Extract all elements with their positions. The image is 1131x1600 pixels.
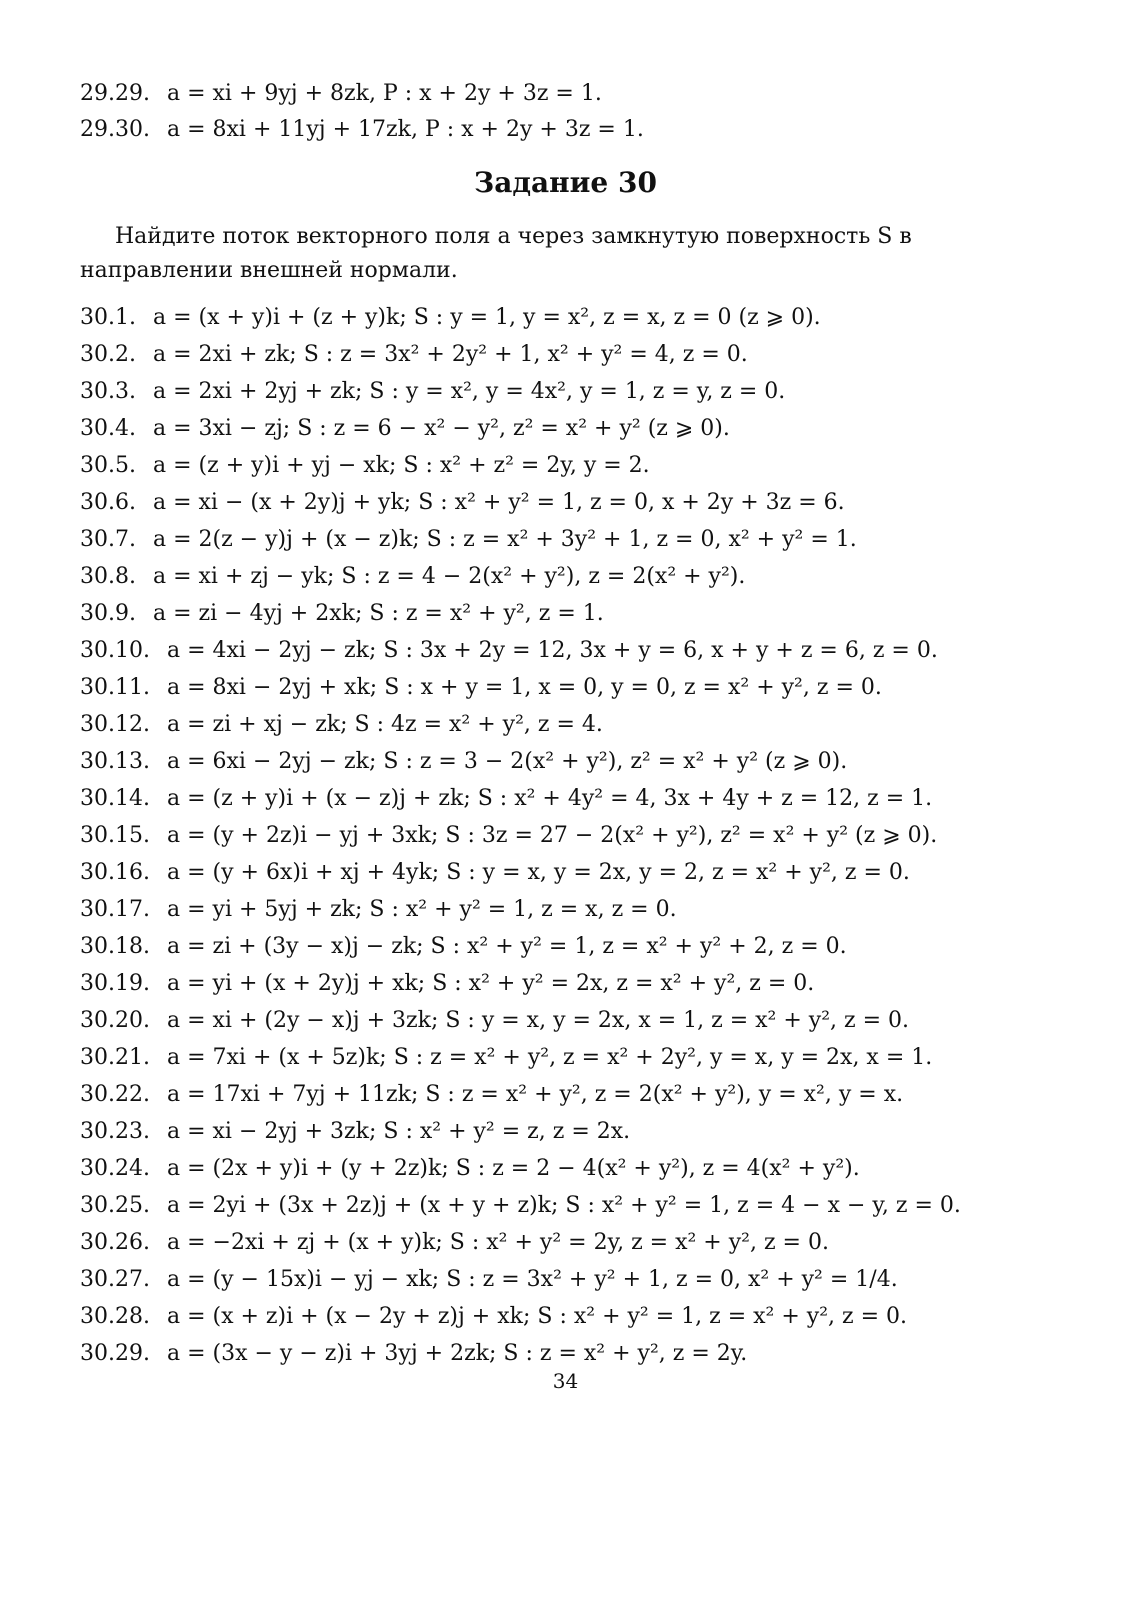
problem-line	[80, 748, 1060, 776]
problem-number: 30.14.	[80, 786, 150, 811]
problem-equation: a = (y + 2z)i − yj + 3xk; S : 3z = 27 − 2(x² + y²), z² = x² + y² (z ⩾ 0).	[166, 823, 938, 848]
intro-line-1: Найдите поток векторного поля a через замкнутую поверхность S в	[115, 224, 912, 249]
problem-equation: a = (y − 15x)i − yj − xk; S : z = 3x² + y² + 1, z = 0, x² + y² = 1/4.	[166, 1267, 898, 1292]
problem-number: 30.7.	[80, 527, 136, 552]
problem-equation: a = (x + z)i + (x − 2y + z)j + xk; S : x² + y² = 1, z = x² + y², z = 0.	[166, 1304, 908, 1329]
problem-number: 30.26.	[80, 1230, 150, 1255]
problem-equation: a = 2xi + zk; S : z = 3x² + 2y² + 1, x² + y² = 4, z = 0.	[152, 342, 748, 367]
problem-equation: a = 3xi − zj; S : z = 6 − x² − y², z² = x² + y² (z ⩾ 0).	[152, 416, 730, 441]
problem-equation: a = xi + zj − yk; S : z = 4 − 2(x² + y²), z = 2(x² + y²).	[152, 564, 746, 589]
problem-line	[80, 1081, 1060, 1109]
problem-line	[80, 674, 1060, 702]
problem-line	[80, 415, 1060, 443]
problem-equation: a = yi + (x + 2y)j + xk; S : x² + y² = 2x, z = x² + y², z = 0.	[166, 971, 815, 996]
intro-line-2: направлении внешней нормали.	[80, 258, 458, 283]
problem-line	[80, 526, 1060, 554]
problem-equation: a = 2yi + (3x + 2z)j + (x + y + z)k; S : x² + y² = 1, z = 4 − x − y, z = 0.	[166, 1193, 961, 1218]
page-number: 34	[552, 1369, 579, 1393]
problem-equation: a = 8xi + 11yj + 17zk, P : x + 2y + 3z = 1.	[166, 117, 644, 142]
problem-line	[80, 341, 1060, 369]
problem-line	[80, 452, 1060, 480]
problem-number: 30.2.	[80, 342, 136, 367]
problem-equation: a = xi + 9yj + 8zk, P : x + 2y + 3z = 1.	[166, 81, 602, 106]
problem-number: 30.15.	[80, 823, 150, 848]
problem-number: 30.12.	[80, 712, 150, 737]
problem-equation: a = 2(z − y)j + (x − z)k; S : z = x² + 3y² + 1, z = 0, x² + y² = 1.	[152, 527, 857, 552]
problem-number: 30.19.	[80, 971, 150, 996]
problem-equation: a = 2xi + 2yj + zk; S : y = x², y = 4x², y = 1, z = y, z = 0.	[152, 379, 786, 404]
problem-line	[80, 378, 1060, 406]
problem-equation: a = (z + y)i + yj − xk; S : x² + z² = 2y, y = 2.	[152, 453, 650, 478]
problem-number: 30.23.	[80, 1119, 150, 1144]
problem-number: 30.5.	[80, 453, 136, 478]
problem-equation: a = −2xi + zj + (x + y)k; S : x² + y² = 2y, z = x² + y², z = 0.	[166, 1230, 829, 1255]
problem-number: 30.11.	[80, 675, 150, 700]
problem-number: 30.3.	[80, 379, 136, 404]
problem-equation: a = zi − 4yj + 2xk; S : z = x² + y², z = 1.	[152, 601, 604, 626]
problem-equation: a = zi + xj − zk; S : 4z = x² + y², z = 4.	[166, 712, 603, 737]
problem-line	[80, 785, 1060, 813]
problem-equation: a = xi − (x + 2y)j + yk; S : x² + y² = 1, z = 0, x + 2y + 3z = 6.	[152, 490, 845, 515]
problem-number: 30.22.	[80, 1082, 150, 1107]
problem-line	[80, 1155, 1060, 1183]
problem-equation: a = 8xi − 2yj + xk; S : x + y = 1, x = 0, y = 0, z = x² + y², z = 0.	[166, 675, 882, 700]
problem-line	[80, 933, 1060, 961]
problem-line	[80, 637, 1060, 665]
problem-number: 30.16.	[80, 860, 150, 885]
problem-line	[80, 1266, 1060, 1294]
problem-number: 30.28.	[80, 1304, 150, 1329]
problem-number: 30.29.	[80, 1341, 150, 1366]
problem-equation: a = (2x + y)i + (y + 2z)k; S : z = 2 − 4(x² + y²), z = 4(x² + y²).	[166, 1156, 860, 1181]
problem-number: 30.27.	[80, 1267, 150, 1292]
problem-line	[80, 1303, 1060, 1331]
problem-equation: a = 4xi − 2yj − zk; S : 3x + 2y = 12, 3x + y = 6, x + y + z = 6, z = 0.	[166, 638, 938, 663]
problem-equation: a = yi + 5yj + zk; S : x² + y² = 1, z = x, z = 0.	[166, 897, 677, 922]
section-title: Задание 30	[474, 166, 657, 199]
problem-line	[80, 822, 1060, 850]
problem-line	[80, 116, 1060, 144]
problem-line	[80, 489, 1060, 517]
problem-line	[80, 859, 1060, 887]
problem-equation: a = (y + 6x)i + xj + 4yk; S : y = x, y = 2x, y = 2, z = x² + y², z = 0.	[166, 860, 910, 885]
problem-number: 30.17.	[80, 897, 150, 922]
problem-equation: a = 7xi + (x + 5z)k; S : z = x² + y², z = x² + 2y², y = x, y = 2x, x = 1.	[166, 1045, 933, 1070]
problem-equation: a = (x + y)i + (z + y)k; S : y = 1, y = x², z = x, z = 0 (z ⩾ 0).	[152, 305, 821, 330]
problem-line	[80, 1192, 1060, 1220]
problem-number: 30.18.	[80, 934, 150, 959]
problem-equation: a = 17xi + 7yj + 11zk; S : z = x² + y², z = 2(x² + y²), y = x², y = x.	[166, 1082, 904, 1107]
problem-number: 29.30.	[80, 117, 150, 142]
problem-equation: a = (3x − y − z)i + 3yj + 2zk; S : z = x² + y², z = 2y.	[166, 1341, 748, 1366]
problem-line	[80, 563, 1060, 591]
task-intro	[80, 220, 980, 288]
problem-number: 30.20.	[80, 1008, 150, 1033]
problem-number: 30.4.	[80, 416, 136, 441]
problem-equation: a = zi + (3y − x)j − zk; S : x² + y² = 1, z = x² + y² + 2, z = 0.	[166, 934, 847, 959]
problem-line	[80, 80, 1060, 108]
problem-number: 30.24.	[80, 1156, 150, 1181]
problem-line	[80, 970, 1060, 998]
problem-equation: a = xi + (2y − x)j + 3zk; S : y = x, y = 2x, x = 1, z = x² + y², z = 0.	[166, 1008, 910, 1033]
problem-line	[80, 1118, 1060, 1146]
problem-equation: a = xi − 2yj + 3zk; S : x² + y² = z, z = 2x.	[166, 1119, 631, 1144]
problem-line	[80, 711, 1060, 739]
problem-number: 30.8.	[80, 564, 136, 589]
problem-number: 30.21.	[80, 1045, 150, 1070]
problem-number: 30.6.	[80, 490, 136, 515]
problem-line	[80, 1044, 1060, 1072]
problem-line	[80, 1340, 1060, 1368]
problem-number: 30.13.	[80, 749, 150, 774]
problem-number: 29.29.	[80, 81, 150, 106]
problem-number: 30.1.	[80, 305, 136, 330]
problem-number: 30.10.	[80, 638, 150, 663]
problem-line	[80, 600, 1060, 628]
problem-line	[80, 1007, 1060, 1035]
problem-equation: a = 6xi − 2yj − zk; S : z = 3 − 2(x² + y²), z² = x² + y² (z ⩾ 0).	[166, 749, 848, 774]
problem-equation: a = (z + y)i + (x − z)j + zk; S : x² + 4y² = 4, 3x + 4y + z = 12, z = 1.	[166, 786, 933, 811]
problem-line	[80, 1229, 1060, 1257]
problem-line	[80, 304, 1060, 332]
problem-line	[80, 896, 1060, 924]
problem-number: 30.25.	[80, 1193, 150, 1218]
problem-number: 30.9.	[80, 601, 136, 626]
